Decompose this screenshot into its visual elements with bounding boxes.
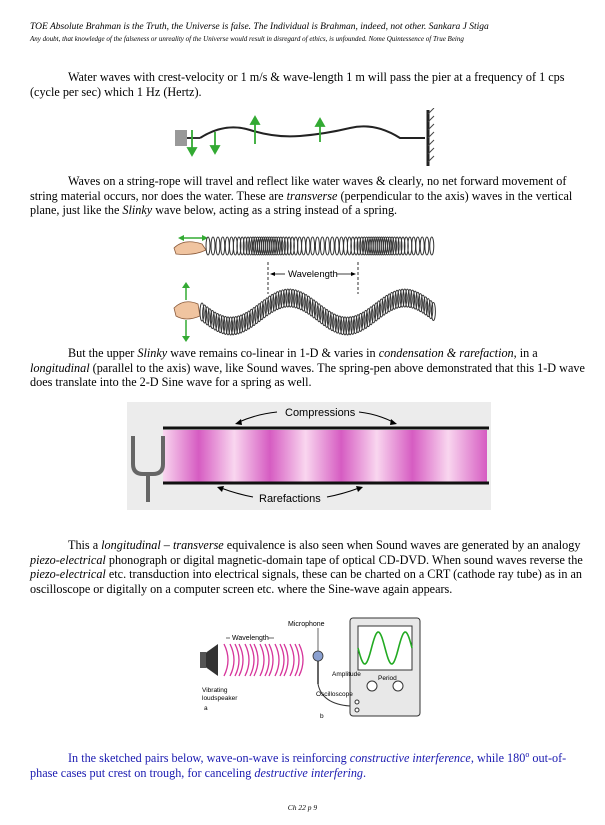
- para2-text-b: (perpendicular to the axis) waves in the vertical plane, just like the: [30, 188, 573, 218]
- para4-text-a: This a: [68, 538, 102, 552]
- para4-piezo-1: piezo-electrical: [30, 552, 106, 567]
- para3-slinky: Slinky: [137, 346, 168, 360]
- rarefactions-label: Rarefactions: [259, 493, 321, 505]
- para5-constructive: constructive interference: [349, 751, 471, 766]
- fig4-label-b: b: [320, 713, 324, 720]
- paragraph-longitudinal: [30, 346, 585, 390]
- para3-condensation: condensation & rarefaction: [378, 346, 514, 360]
- fig4-microphone: Microphone: [288, 621, 325, 628]
- para4-text-d: etc. transduction into electrical signals, these can be charted on a CRT (cathode ray tube) as in an oscilloscope or digitally on a computer screen etc. where the Sine-wave again appears.: [30, 567, 583, 596]
- para5-text-b: , while 180: [470, 751, 526, 766]
- para2-text-a: Waves on a string-rope will travel and reflect like water waves & clearly, no net forward movement of string material occurs, nor does the water. These are: [30, 174, 567, 203]
- para2-transverse: transverse: [286, 188, 338, 203]
- paragraph-piezo: [30, 538, 585, 596]
- para4-longitudinal-transverse: longitudinal – transverse: [101, 538, 224, 552]
- para5-degree: o: [525, 750, 530, 759]
- wavelength-label: Wavelength: [288, 269, 338, 280]
- figure-compression-tube: [127, 402, 491, 510]
- para4-piezo-2: piezo-electrical: [30, 567, 106, 582]
- fig4-wavelength: Wavelength: [232, 635, 269, 642]
- figure-slinky: [172, 230, 437, 342]
- para5-text-c: out-of-phase cases put crest on trough, for canceling: [30, 751, 567, 780]
- para3-text-c: , in a: [513, 346, 538, 360]
- para5-text-d: .: [363, 765, 367, 780]
- figure-oscilloscope: [200, 614, 430, 722]
- page-footer: Ch 22 p 9: [287, 803, 318, 812]
- fig4-amplitude: Amplitude: [332, 671, 361, 678]
- para3-text-d: (parallel to the axis) wave, like Sound waves. The spring-pen above demonstrated that this 1-D wave does translate into the 2-D Sine wave for a spring as well.: [30, 360, 585, 390]
- paragraph-string-waves: [30, 174, 585, 218]
- para2-text-c: wave below, acting as a string instead of a spring.: [152, 203, 398, 218]
- fig4-speaker-line1: Vibrating: [202, 687, 228, 694]
- para5-text-a: In the sketched pairs below, wave-on-wave is reinforcing: [68, 751, 350, 766]
- fig4-oscilloscope: Oscilloscope: [316, 691, 353, 698]
- header-subquote: Any doubt, that knowledge of the falseness or unreality of the Universe would result in disregard of ethics, is unfounded. Nome Quintessence of True Being: [30, 35, 464, 43]
- para4-text-c: phonograph or digital magnetic-domain tape of optical CD-DVD. When sound waves reverse the: [105, 552, 583, 567]
- para5-destructive: destructive interfering: [254, 765, 364, 780]
- para1-text: Water waves with crest-velocity or 1 m/s & wave-length 1 m will pass the pier at a frequency of 1 cps (cycle per sec) which 1 Hz (Hertz).: [30, 70, 565, 99]
- para3-text-b: wave remains co-linear in 1-D & varies in: [167, 346, 379, 360]
- fig4-period: Period: [378, 675, 397, 682]
- fig4-speaker-line2: loudspeaker: [202, 695, 238, 702]
- paragraph-water-waves: [30, 70, 585, 99]
- para4-text-b: equivalence is also seen when Sound waves are generated by an analogy: [223, 538, 581, 552]
- figure-rope-wave: [170, 108, 435, 168]
- para2-slinky: Slinky: [122, 203, 153, 218]
- paragraph-interference: [30, 748, 585, 780]
- compressions-label: Compressions: [285, 407, 356, 419]
- header-quote: TOE Absolute Brahman is the Truth, the Universe is false. The Individual is Brahman, indeed, not other. Sankara J Stiga: [30, 22, 489, 32]
- para3-longitudinal: longitudinal: [30, 360, 90, 375]
- para3-text-a: But the upper: [68, 346, 138, 360]
- fig4-label-a: a: [204, 705, 208, 712]
